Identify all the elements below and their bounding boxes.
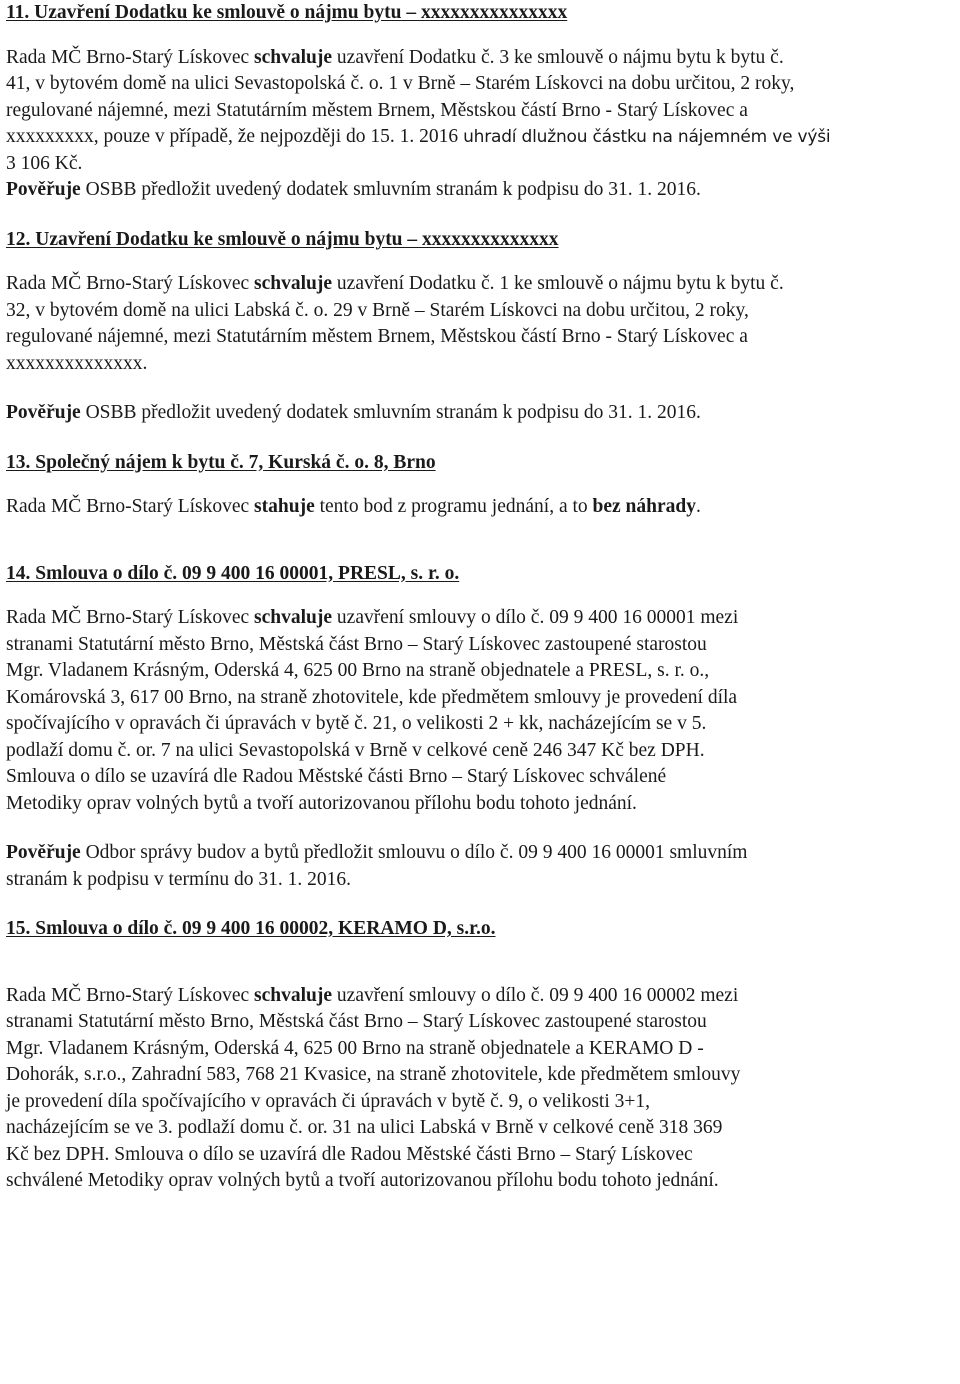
section-13-heading: 13. Společný nájem k bytu č. 7, Kurská č. o. 8, Brno <box>6 451 436 473</box>
section-15-line: Rada MČ Brno-Starý Lískovec schvaluje uzavření smlouvy o dílo č. 09 9 400 16 00002 mezi <box>6 984 739 1006</box>
section-14-line: podlaží domu č. or. 7 na ulici Sevastopolská v Brně v celkové ceně 246 347 Kč bez DPH. <box>6 739 705 761</box>
section-15-line: schválené Metodiky oprav volných bytů a tvoří autorizovanou přílohu bodu tohoto jednání. <box>6 1170 719 1191</box>
section-12-line: regulované nájemné, mezi Statutárním městem Brnem, Městskou částí Brno - Starý Lískovec a <box>6 326 748 347</box>
section-14-pověřuje: Pověřuje Odbor správy budov a bytů předložit smlouvu o dílo č. 09 9 400 16 00001 smluvním <box>6 842 748 863</box>
section-14-heading: 14. Smlouva o dílo č. 09 9 400 16 00001, PRESL, s. r. o. <box>6 562 460 584</box>
section-15-line: Dohorák, s.r.o., Zahradní 583, 768 21 Kvasice, na straně zhotovitele, kde předmětem smlouvy <box>6 1064 741 1085</box>
section-11-line: regulované nájemné, mezi Statutárním městem Brnem, Městskou částí Brno - Starý Lískovec a <box>6 99 748 121</box>
section-11-line: 41, v bytovém domě na ulici Sevastopolská č. o. 1 v Brně – Starém Lískovci na dobu určitou, 2 roky, <box>6 73 795 94</box>
document-body <box>6 0 956 1195</box>
section-14-line: stranám k podpisu v termínu do 31. 1. 2016. <box>6 868 352 890</box>
section-14-line: Smlouva o dílo se uzavírá dle Radou Městské části Brno – Starý Lískovec schválené <box>6 766 667 787</box>
section-12-heading: 12. Uzavření Dodatku ke smlouvě o nájmu bytu – xxxxxxxxxxxxxx <box>6 228 559 250</box>
section-15-line: je provedení díla spočívajícího v opravách či úpravách v bytě č. 9, o velikosti 3+1, <box>6 1090 651 1112</box>
section-11-line: Rada MČ Brno-Starý Lískovec schvaluje uzavření Dodatku č. 3 ke smlouvě o nájmu bytu k bytu č. <box>6 46 784 68</box>
section-14-line: Metodiky oprav volných bytů a tvoří autorizovanou přílohu bodu tohoto jednání. <box>6 792 637 814</box>
section-15-line: Kč bez DPH. Smlouva o dílo se uzavírá dle Radou Městské části Brno – Starý Lískovec <box>6 1143 693 1165</box>
section-14-line: Mgr. Vladanem Krásným, Oderská 4, 625 00 Brno na straně objednatele a PRESL, s. r. o., <box>6 660 710 681</box>
section-14-line: Rada MČ Brno-Starý Lískovec schvaluje uzavření smlouvy o dílo č. 09 9 400 16 00001 mezi <box>6 607 739 628</box>
section-12-pověřuje: Pověřuje OSBB předložit uvedený dodatek smluvním stranám k podpisu do 31. 1. 2016. <box>6 402 701 423</box>
section-11-pověřuje: Pověřuje OSBB předložit uvedený dodatek smluvním stranám k podpisu do 31. 1. 2016. <box>6 179 701 200</box>
section-12-line: xxxxxxxxxxxxxx. <box>6 352 148 374</box>
section-15-line: nacházejícím se ve 3. podlaží domu č. or. 31 na ulici Labská v Brně v celkové ceně 318 369 <box>6 1117 723 1138</box>
section-14-line: stranami Statutární město Brno, Městská část Brno – Starý Lískovec zastoupené starostou <box>6 633 707 655</box>
section-11-line: xxxxxxxxx, pouze v případě, že nejpozději do 15. 1. 2016 uhradí dlužnou částku na nájemném ve výši <box>6 126 831 147</box>
section-12-line: 32, v bytovém domě na ulici Labská č. o. 29 v Brně – Starém Lískovci na dobu určitou, 2 roky, <box>6 299 749 321</box>
section-11-heading: 11. Uzavření Dodatku ke smlouvě o nájmu bytu – xxxxxxxxxxxxxxx <box>6 2 568 23</box>
section-14-line: Komárovská 3, 617 00 Brno, na straně zhotovitele, kde předmětem smlouvy je provedení díla <box>6 686 738 708</box>
section-14-line: spočívajícího v opravách či úpravách v bytě č. 21, o velikosti 2 + kk, nacházejícím se v 5. <box>6 713 707 734</box>
section-11-line: 3 106 Kč. <box>6 152 83 174</box>
section-13-line: Rada MČ Brno-Starý Lískovec stahuje tento bod z programu jednání, a to bez náhrady. <box>6 496 701 517</box>
section-15-line: stranami Statutární město Brno, Městská část Brno – Starý Lískovec zastoupené starostou <box>6 1011 707 1032</box>
section-12-line: Rada MČ Brno-Starý Lískovec schvaluje uzavření Dodatku č. 1 ke smlouvě o nájmu bytu k bytu č. <box>6 273 784 294</box>
section-15-line: Mgr. Vladanem Krásným, Oderská 4, 625 00 Brno na straně objednatele a KERAMO D - <box>6 1037 704 1059</box>
section-15-heading: 15. Smlouva o dílo č. 09 9 400 16 00002, KERAMO D, s.r.o. <box>6 918 496 939</box>
